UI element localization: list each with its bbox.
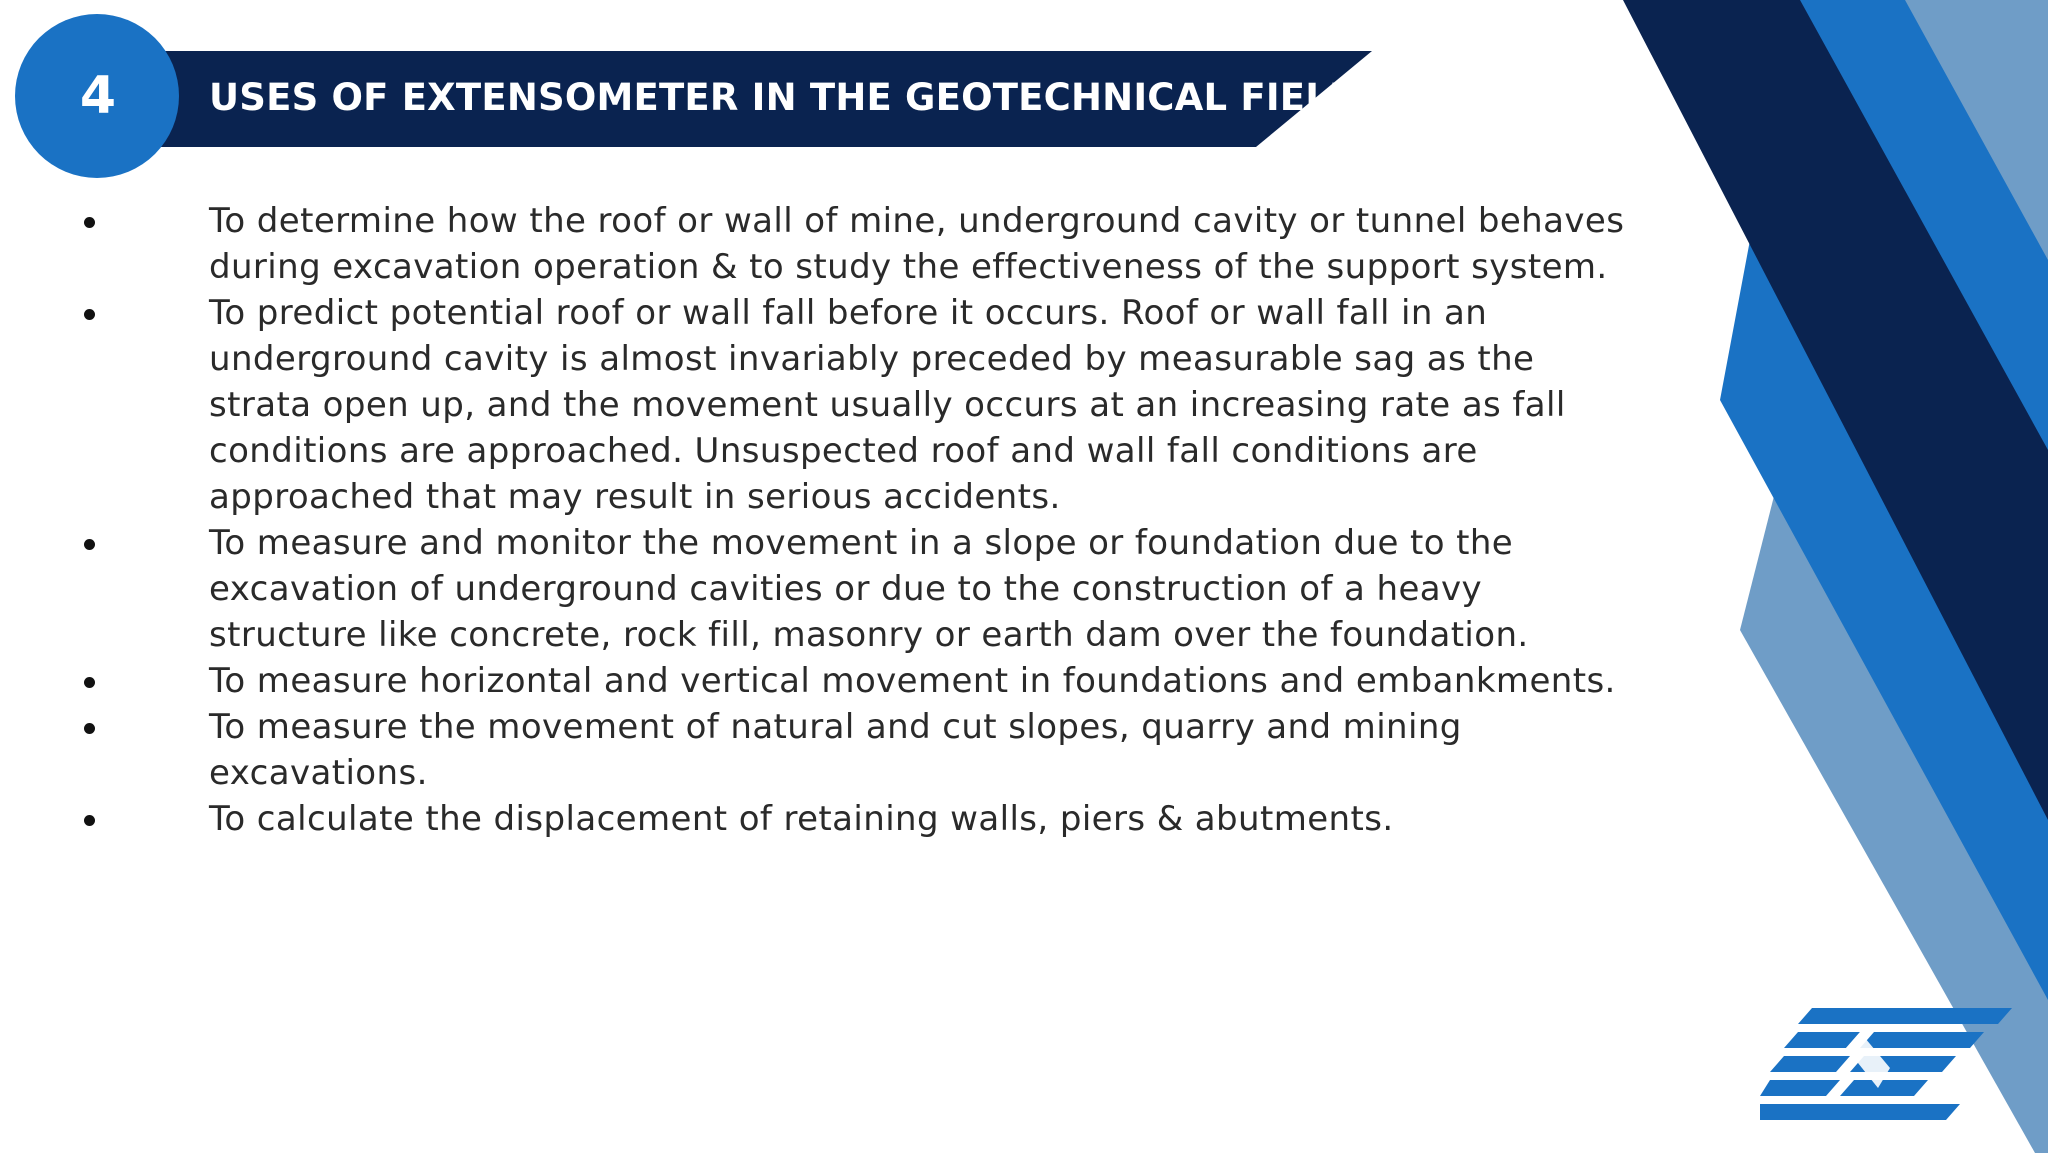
bullet-dot [84,723,95,734]
bullet-text: To calculate the displacement of retaining walls, piers & abutments. [209,799,1394,839]
company-logo-icon [1760,1008,2020,1120]
bullet-text: To measure and monitor the movement in a slope or foundation due to the excavation of underground cavities or due to the construction of a heavy structure like concrete, rock fill, masonry or earth dam over the foundation. [209,523,1529,655]
bullet-item [0,290,1640,520]
bullet-dot [84,539,95,550]
bullet-text: To predict potential roof or wall fall before it occurs. Roof or wall fall in an underground cavity is almost invariably preceded by measurable sag as the strata open up, and the movement usually occurs at an increasing rate as fall conditions are approached. Unsuspected roof and wall fall conditions are approached that may result in serious accidents. [209,293,1566,517]
bullet-dot [84,309,95,320]
bullet-item [0,704,1640,796]
bullet-dot [84,815,95,826]
bullet-item [0,520,1640,658]
bullet-text: To measure horizontal and vertical movement in foundations and embankments. [209,661,1616,701]
bullet-item [0,198,1640,290]
bullet-list [0,198,1640,842]
bullet-text: To measure the movement of natural and cut slopes, quarry and mining excavations. [209,707,1462,793]
slide-title: USES OF EXTENSOMETER IN THE GEOTECHNICAL FIELD [209,76,1360,119]
bullet-item [0,796,1640,842]
slide-number: 4 [79,66,117,126]
bullet-text: To determine how the roof or wall of mine, underground cavity or tunnel behaves during excavation operation & to study the effectiveness of the support system. [209,201,1625,287]
bullet-item [0,658,1640,704]
bullet-dot [84,217,95,228]
bullet-dot [84,677,95,688]
